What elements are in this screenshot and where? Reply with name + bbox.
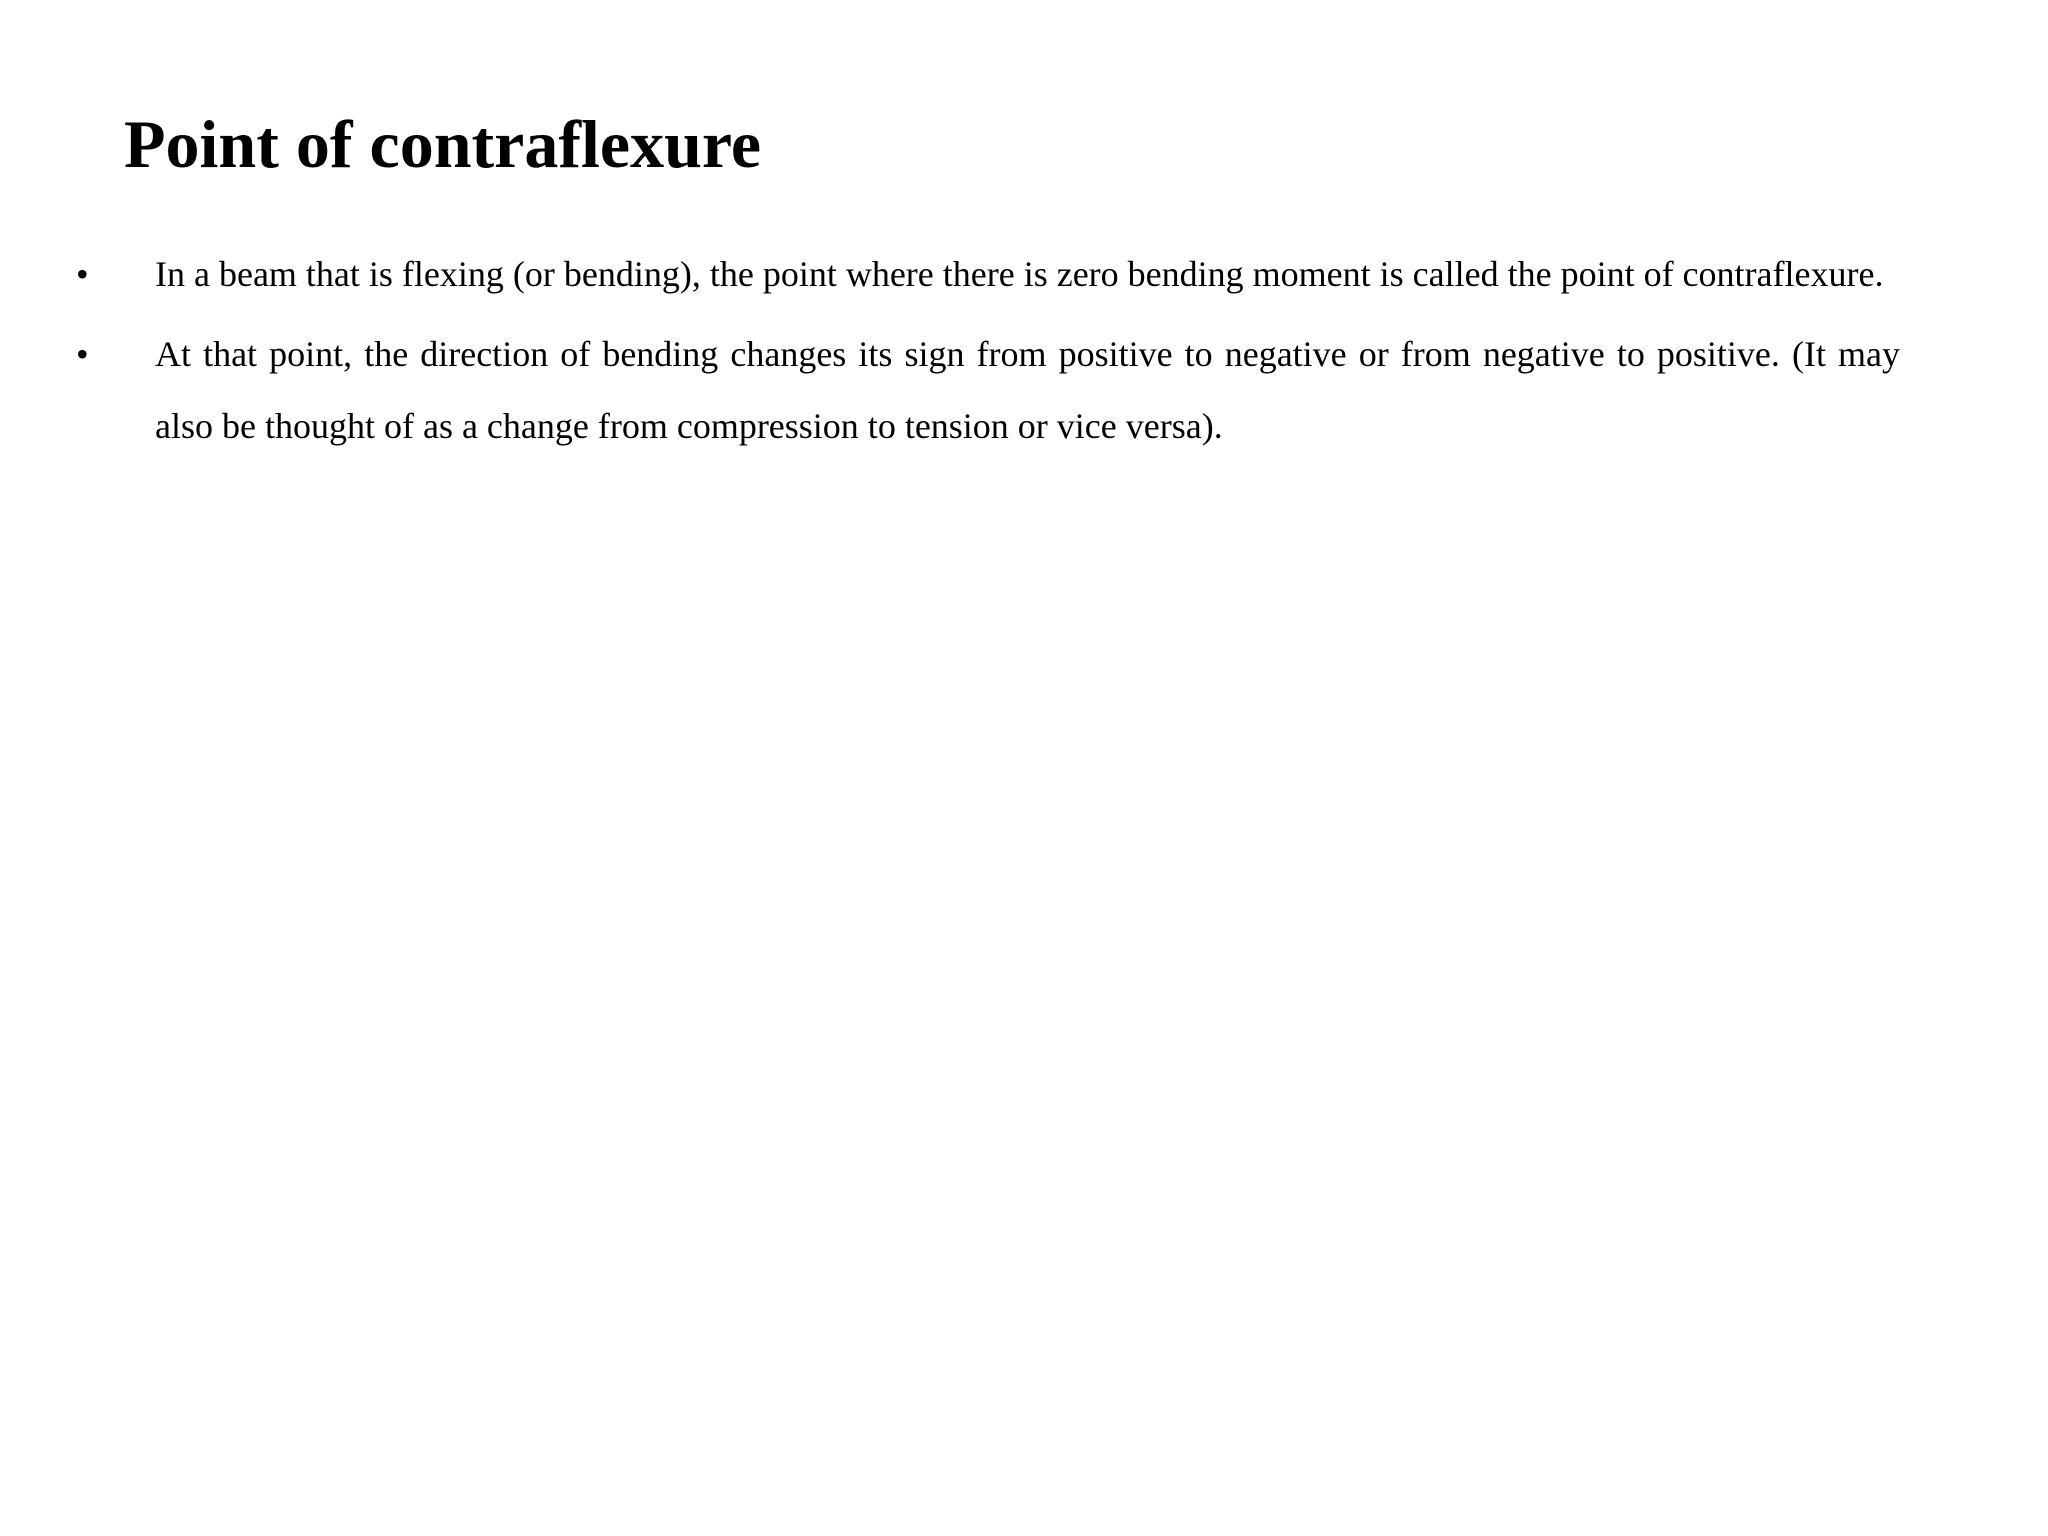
slide-title: Point of contraflexure bbox=[124, 106, 762, 182]
bullet-dot-icon: • bbox=[76, 334, 89, 374]
bullet-text: In a beam that is flexing (or bending), the point where there is zero bending moment is called the point of contraflexure. bbox=[155, 254, 1884, 294]
bullet-item-zero-moment bbox=[70, 238, 1900, 310]
bullet-item-sign-change bbox=[70, 318, 1900, 462]
bullet-list bbox=[70, 238, 1900, 470]
bullet-text: At that point, the direction of bending changes its sign from positive to negative or from negative to positive. (It may also be thought of as a change from compression to tension or vice versa). bbox=[155, 334, 1900, 446]
bullet-dot-icon: • bbox=[76, 254, 89, 294]
